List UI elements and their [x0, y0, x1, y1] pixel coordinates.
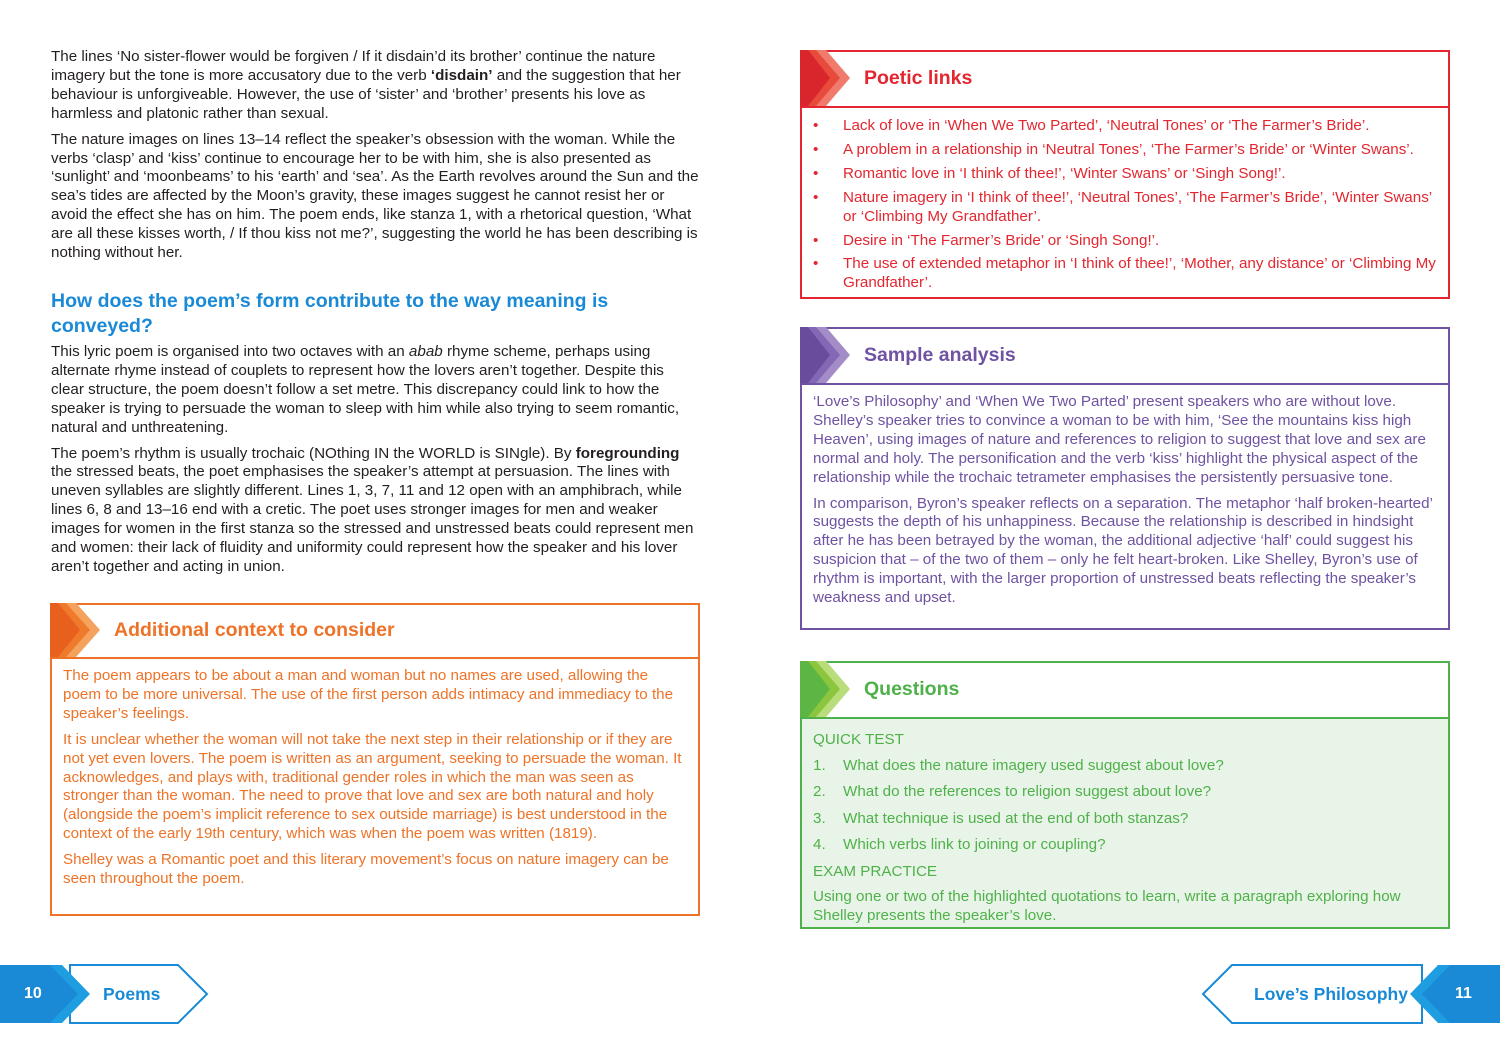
- list-item: • Nature imagery in ‘I think of thee!’, ‘Neutral Tones’, ‘The Farmer’s Bride’, ‘Winter Swans’ or ‘Climbing My Grandfather’.: [813, 189, 1437, 227]
- question-number: 2.: [813, 783, 826, 801]
- form-section: [51, 343, 701, 584]
- question-item: [813, 757, 1437, 776]
- list-item: • Desire in ‘The Farmer’s Bride’ or ‘Singh Song!’.: [813, 232, 1437, 251]
- text-run: The poem’s rhythm is usually trochaic (NOthing IN the WORLD is SINgle). By: [51, 444, 576, 462]
- chevron-banner-icon: [800, 327, 852, 385]
- poetic-links-title: Poetic links: [864, 67, 973, 89]
- left-column: [51, 48, 701, 270]
- sample-analysis-box: [800, 327, 1450, 630]
- question-text: What does the nature imagery used suggest about love?: [843, 756, 1224, 774]
- bold-term: foregrounding: [575, 444, 680, 462]
- context-paragraph: Shelley was a Romantic poet and this literary movement’s focus on nature imagery can be seen throughout the poem.: [63, 851, 669, 888]
- context-box-header: [52, 605, 698, 659]
- context-box-title: Additional context to consider: [114, 619, 395, 641]
- intro-paragraph-1: [51, 48, 701, 124]
- question-item: [813, 783, 1437, 802]
- question-item: [813, 836, 1437, 855]
- form-paragraph-1: [51, 343, 701, 438]
- question-text: What do the references to religion suggest about love?: [843, 783, 1212, 801]
- question-text: What technique is used at the end of both stanzas?: [843, 809, 1189, 827]
- exam-practice-text: Using one or two of the highlighted quotations to learn, write a paragraph exploring how Shelley presents the speaker’s love.: [813, 888, 1401, 925]
- additional-context-box: [50, 603, 700, 916]
- intro-paragraph-2: The nature images on lines 13–14 reflect the speaker’s obsession with the woman. While the verbs ‘clasp’ and ‘kiss’ continue to encourage her to be with him, she is also presented as ‘sunlight’ and ‘moonbeams’ to his ‘earth’ and ‘sea’. As the Earth revolves around the Sun and the sea’s tides are affected by the Moon’s gravity, these images suggest he cannot resist her or avoid the effect she has on him. The poem ends, like stanza 1, with a rhetorical question, ‘What are all these kisses worth, / If thou kiss not me?’, suggesting the world he has been describing is nothing without her.: [51, 130, 699, 262]
- sample-analysis-body: [802, 385, 1448, 621]
- context-paragraph: The poem appears to be about a man and woman but no names are used, allowing the poem to be more universal. The use of the first person adds intimacy and immediacy to the speaker’s feelings.: [63, 667, 674, 722]
- chevron-banner-icon: [800, 50, 852, 108]
- list-item: • Lack of love in ‘When We Two Parted’, ‘Neutral Tones’ or ‘The Farmer’s Bride’.: [813, 117, 1437, 136]
- text-run: and the suggestion that her behaviour is unforgiveable. However, the use of ‘sister’ and ‘brother’ presents his love as harmless and platonic rather than sexual.: [51, 66, 681, 122]
- context-paragraph: It is unclear whether the woman will not take the next step in their relationship or if they are not yet even lovers. The poem is written as an argument, seeking to persuade the woman. It acknowledges, and plays with, traditional gender roles in which the man was seen as stronger than the woman. The need to prove that love and sex are both natural and holy (alongside the poem’s implicit reference to sex outside marriage) is best understood in the context of the early 19th century, which was when the poem was written (1819).: [63, 730, 682, 843]
- chevron-banner-icon: [50, 603, 102, 659]
- list-item: • Romantic love in ‘I think of thee!’, ‘Winter Swans’ or ‘Singh Song!’.: [813, 165, 1437, 184]
- right-page-number: 11: [1455, 985, 1472, 1002]
- left-section-label: Poems: [103, 984, 161, 1004]
- quick-test-label: QUICK TEST: [813, 731, 904, 748]
- text-run: This lyric poem is organised into two octaves with an: [51, 343, 409, 360]
- text-run: rhyme scheme, perhaps using alternate rhyme instead of couplets to represent how the lovers aren’t together. Despite this clear structure, the poem doesn’t follow a set metre. This discrepancy could link to how the speaker is trying to persuade the woman to sleep with him while also trying to seem romantic, natural and unthreatening.: [51, 343, 680, 436]
- poetic-links-header: [802, 52, 1448, 108]
- list-item: • A problem in a relationship in ‘Neutral Tones’, ‘The Farmer’s Bride’ or ‘Winter Swans’.: [813, 141, 1437, 160]
- list-item: • The use of extended metaphor in ‘I think of thee!’, ‘Mother, any distance’ or ‘Climbing My Grandfather’.: [813, 255, 1437, 293]
- sample-analysis-header: [802, 329, 1448, 385]
- form-heading: How does the poem’s form contribute to the way meaning is conveyed?: [51, 290, 609, 337]
- context-box-body: [52, 659, 698, 902]
- form-paragraph-2: [51, 445, 701, 577]
- questions-title: Questions: [864, 678, 960, 700]
- question-number: 3.: [813, 809, 826, 827]
- poetic-links-body: [802, 108, 1448, 304]
- text-run: The lines ‘No sister-flower would be forgiven / If it disdain’d its brother’ continue the nature imagery but the tone is more accusatory due to the verb: [51, 48, 656, 84]
- bold-term: ‘disdain’: [430, 66, 493, 84]
- italic-term: abab: [408, 343, 443, 360]
- question-number: 1.: [813, 756, 826, 774]
- chevron-banner-icon: [800, 661, 852, 719]
- right-title-label: Love’s Philosophy: [1254, 984, 1408, 1004]
- analysis-paragraph: In comparison, Byron’s speaker reflects on a separation. The metaphor ‘half broken-hearted’ suggests the depth of his unhappiness. Because the relationship is described in hindsight after he has been betrayed by the woman, the additional adjective ‘half’ could suggest his suspicion that – of the two of them – only he felt heart-broken. Like Shelley, Byron’s use of rhythm is important, with the larger proportion of unstressed beats reflecting the speaker’s weakness and upset.: [813, 494, 1433, 607]
- question-item: [813, 810, 1437, 829]
- left-page-number: 10: [24, 985, 42, 1002]
- text-run: the stressed beats, the poet emphasises the speaker’s attempt at persuasion. The lines with uneven syllables are slightly different. Lines 1, 3, 7, 11 and 12 open with an amphibrach, while lines 6, 8 and 13–16 end with a cretic. The poet uses stronger images for men and weaker images for women in the first stanza so the stressed and unstressed beats could represent men and women: their lack of fluidity and uniformity could represent how the speaker and his lover aren’t together and acting in union.: [51, 463, 694, 575]
- questions-body: [802, 719, 1448, 932]
- analysis-paragraph: ‘Love’s Philosophy’ and ‘When We Two Parted’ present speakers who are without love. Shelley’s speaker tries to convince a woman to be with him, ‘See the mountains kiss high Heaven’, using images of nature and references to religion to suggest that love and sex are normal and holy. The personification and the verb ‘kiss’ highlight the physical aspect of the relationship while the trochaic tetrameter emphasises the persistently persuasive tone.: [813, 393, 1426, 486]
- poetic-links-list: [813, 117, 1437, 293]
- questions-box: [800, 661, 1450, 929]
- exam-practice-label: EXAM PRACTICE: [813, 862, 938, 880]
- quick-test-list: [813, 757, 1437, 855]
- question-text: Which verbs link to joining or coupling?: [843, 836, 1106, 854]
- sample-analysis-title: Sample analysis: [864, 344, 1016, 366]
- poetic-links-box: [800, 50, 1450, 299]
- questions-header: [802, 663, 1448, 719]
- question-number: 4.: [813, 836, 826, 854]
